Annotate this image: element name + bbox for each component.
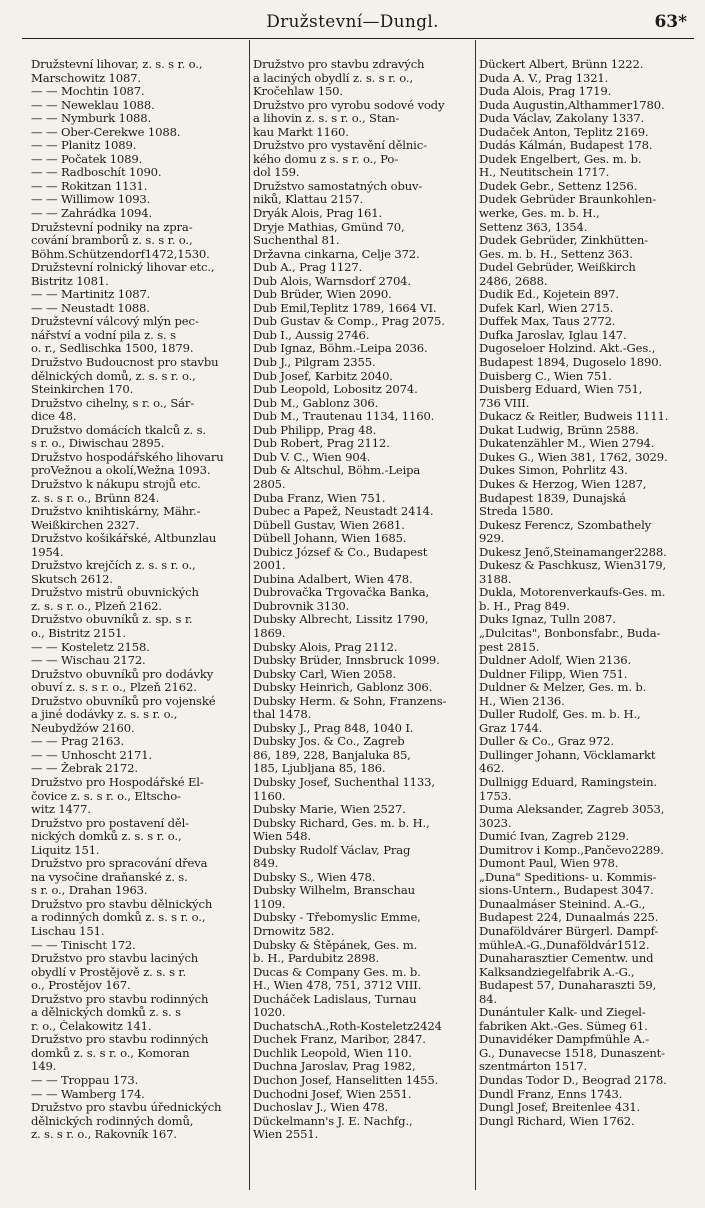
entry-line: Dub Philipp, Prag 48. bbox=[253, 423, 377, 437]
entry-line: — — Wischau 2172. bbox=[31, 654, 146, 668]
entry-line: cování bramborů z. s. s r. o., bbox=[31, 234, 193, 248]
entry-line: Družstvo pro vyrobu sodové vody bbox=[253, 98, 445, 112]
entry-line: — — Zahrádka 1094. bbox=[31, 207, 152, 221]
entry-line: Duchek Franz, Maribor, 2847. bbox=[253, 1033, 426, 1047]
entry-line: Duks Ignaz, Tulln 2087. bbox=[479, 613, 616, 627]
entry-line: sions-Untern., Budapest 3047. bbox=[479, 884, 654, 898]
entry-line: Dubicz József & Co., Budapest bbox=[253, 545, 428, 559]
entry-line: a dělnických domků z. s. s bbox=[31, 1006, 181, 1020]
entry-line: Družstvo pro stavbu dělnických bbox=[31, 897, 213, 911]
entry-line: Duba Franz, Wien 751. bbox=[253, 491, 386, 505]
entry-line: Družstvo krejčích z. s. s r. o., bbox=[31, 559, 196, 573]
column-divider-1 bbox=[249, 40, 250, 1190]
entry-line: niků, Klattau 2157. bbox=[253, 193, 364, 207]
entry-line: kau Markt 1160. bbox=[253, 125, 349, 139]
entry-line: Družstvo obuvníků z. sp. s r. bbox=[31, 613, 193, 627]
entry-line: mühleA.-G.,Dunaföldvár1512. bbox=[479, 938, 650, 952]
entry-line: Dukes G., Wien 381, 1762, 3029. bbox=[479, 450, 668, 464]
entry-line: — — Žebrak 2172. bbox=[31, 762, 138, 776]
entry-line: Böhm.Schützendorf1472,1530. bbox=[31, 247, 210, 261]
page-number: 63* bbox=[654, 12, 687, 32]
entry-line: Družstvo košikářské, Altbunzlau bbox=[31, 532, 217, 546]
entry-line: Dubsky & Štěpánek, Ges. m. bbox=[253, 938, 418, 952]
entry-line: Dub Alois, Warnsdorf 2704. bbox=[253, 274, 411, 288]
entry-line: Kročehlaw 150. bbox=[253, 85, 343, 99]
entry-line: — — Rokitzan 1131. bbox=[31, 179, 148, 193]
entry-line: 736 VIII. bbox=[479, 396, 530, 410]
entry-line: Dukla, Motorenverkaufs-Ges. m. bbox=[479, 586, 666, 600]
entry-line: z. s. s r. o., Rakovník 167. bbox=[31, 1128, 177, 1142]
entry-line: Družstevní rolnický lihovar etc., bbox=[31, 261, 215, 275]
entry-line: Dub M., Gablonz 306. bbox=[253, 396, 379, 410]
entry-line: Dryje Mathias, Gmünd 70, bbox=[253, 220, 405, 234]
entry-line: a rodinných domků z. s. s r. o., bbox=[31, 911, 206, 925]
entry-line: Duma Aleksander, Zagreb 3053, bbox=[479, 803, 665, 817]
entry-line: Dukesz Jenő,Steinamanger2288. bbox=[479, 545, 667, 559]
entry-line: — — Neweklau 1088. bbox=[31, 98, 155, 112]
entry-line: Družstvo pro spracování dřeva bbox=[31, 857, 208, 871]
entry-line: Ges. m. b. H., Settenz 363. bbox=[479, 247, 633, 261]
entry-line: Družstvo k nákupu strojů etc. bbox=[31, 477, 201, 491]
entry-line: Duchoslav J., Wien 478. bbox=[253, 1101, 389, 1115]
entry-line: Dudek Engelbert, Ges. m. b. bbox=[479, 152, 642, 166]
entry-line: Liquitz 151. bbox=[31, 843, 100, 857]
entry-line: Dunaalmáser Steinind. A.-G., bbox=[479, 897, 646, 911]
entry-line: 1753. bbox=[479, 789, 512, 803]
entry-line: Ducháček Ladislaus, Turnau bbox=[253, 992, 417, 1006]
entry-line: dělnických rodinných domů, bbox=[31, 1114, 194, 1128]
entry-line: Dub Brüder, Wien 2090. bbox=[253, 288, 392, 302]
entry-line: obydlí v Prostějově z. s. s r. bbox=[31, 965, 187, 979]
entry-line: Dub Leopold, Lobositz 2074. bbox=[253, 383, 418, 397]
entry-line: Dugoseloer Holzind. Akt.-Ges., bbox=[479, 342, 656, 356]
entry-line: H., Neutitschein 1717. bbox=[479, 166, 610, 180]
entry-line: z. s. s r. o., Brünn 824. bbox=[31, 491, 160, 505]
entry-line: Družstevní podniky na zpra- bbox=[31, 220, 193, 234]
page-header bbox=[0, 10, 705, 34]
entry-line: Družstvo pro postavení děl- bbox=[31, 816, 189, 830]
entry-line: Dückert Albert, Brünn 1222. bbox=[479, 58, 644, 71]
entry-line: — — Neustadt 1088. bbox=[31, 301, 150, 315]
entry-line: 1160. bbox=[253, 789, 286, 803]
entry-line: Dubsky Jos. & Co., Zagreb bbox=[253, 735, 405, 749]
entry-line: Ducas & Company Ges. m. b. bbox=[253, 965, 421, 979]
entry-line: — — Unhoscht 2171. bbox=[31, 748, 152, 762]
entry-line: 149. bbox=[31, 1060, 57, 1074]
entry-line: Družstvo pro stavbu rodinných bbox=[31, 992, 209, 1006]
entry-line: Dundl Franz, Enns 1743. bbox=[479, 1087, 623, 1101]
entry-line: thal 1478. bbox=[253, 708, 312, 722]
entry-line: Graz 1744. bbox=[479, 721, 543, 735]
entry-line: 84. bbox=[479, 992, 497, 1006]
entry-line: Dumont Paul, Wien 978. bbox=[479, 857, 619, 871]
entry-line: Dudik Ed., Kojetein 897. bbox=[479, 288, 619, 302]
entry-line: a jiné dodávky z. s. s r. o., bbox=[31, 708, 178, 722]
entry-line: domků z. s. s r. o., Komoran bbox=[31, 1046, 190, 1060]
entry-line: — — Martinitz 1087. bbox=[31, 288, 151, 302]
entry-line: Duller Rudolf, Ges. m. b. H., bbox=[479, 708, 641, 722]
entry-line: Dundas Todor D., Beograd 2178. bbox=[479, 1074, 667, 1088]
entry-line: Dub J., Pilgram 2355. bbox=[253, 356, 376, 370]
entry-line: Dunaharasztier Cementw. und bbox=[479, 952, 654, 966]
entry-line: Dudás Kálmán, Budapest 178. bbox=[479, 139, 653, 153]
entry-line: Dubina Adalbert, Wien 478. bbox=[253, 572, 413, 586]
entry-line: Dubsky Richard, Ges. m. b. H., bbox=[253, 816, 430, 830]
entry-line: Dubsky Marie, Wien 2527. bbox=[253, 803, 406, 817]
entry-line: 1869. bbox=[253, 626, 286, 640]
entry-line: Streda 1580. bbox=[479, 505, 554, 519]
entry-line: Dukesz Ferencz, Szombathely bbox=[479, 518, 652, 532]
entry-line: 86, 189, 228, Banjaluka 85, bbox=[253, 748, 411, 762]
entry-line: Weißkirchen 2327. bbox=[31, 518, 140, 532]
entry-line: — — Počatek 1089. bbox=[31, 152, 143, 166]
entry-line: s r. o., Drahan 1963. bbox=[31, 884, 148, 898]
entry-line: Dubrovnik 3130. bbox=[253, 599, 350, 613]
entry-line: „Dulcitas", Bonbonsfabr., Buda- bbox=[479, 626, 661, 640]
entry-line: Dückelmann's J. E. Nachfg., bbox=[253, 1114, 413, 1128]
entry-line: Dubsky J., Prag 848, 1040 I. bbox=[253, 721, 414, 735]
entry-line: — — Nymburk 1088. bbox=[31, 112, 152, 126]
entry-line: Dubsky Alois, Prag 2112. bbox=[253, 640, 398, 654]
entry-line: Dullinger Johann, Vöcklamarkt bbox=[479, 748, 656, 762]
column-divider-2 bbox=[475, 40, 476, 1190]
entry-line: 2805. bbox=[253, 477, 286, 491]
entry-line: Dudaček Anton, Teplitz 2169. bbox=[479, 125, 649, 139]
entry-line: Dubec a Papež, Neustadt 2414. bbox=[253, 505, 434, 519]
entry-line: 929. bbox=[479, 532, 505, 546]
entry-line: Dukesz & Paschkusz, Wien3179, bbox=[479, 559, 667, 573]
entry-line: Družstvo samostatných obuv- bbox=[253, 179, 423, 193]
entry-line: Dukatenzähler M., Wien 2794. bbox=[479, 437, 655, 451]
entry-line: 2001. bbox=[253, 559, 286, 573]
entry-line: Duchna Jaroslav, Prag 1982, bbox=[253, 1060, 416, 1074]
entry-line: b. H., Pardubitz 2898. bbox=[253, 952, 380, 966]
entry-line: o., Prostějov 167. bbox=[31, 979, 131, 993]
entry-line: — — Willimow 1093. bbox=[31, 193, 151, 207]
entry-line: Duisberg Eduard, Wien 751, bbox=[479, 383, 643, 397]
entry-line: Družstvo pro vystavění dělnic- bbox=[253, 139, 427, 153]
entry-line: — — Radboschít 1090. bbox=[31, 166, 162, 180]
entry-line: Duda Augustin,Althammer1780. bbox=[479, 98, 665, 112]
entry-line: Budapest 1839, Dunajská bbox=[479, 491, 626, 505]
entry-line: Družstevní válcový mlýn pec- bbox=[31, 315, 199, 329]
entry-line: Dubsky Rudolf Václav, Prag bbox=[253, 843, 411, 857]
entry-line: Dub Gustav & Comp., Prag 2075. bbox=[253, 315, 445, 329]
entry-line: Duda A. V., Prag 1321. bbox=[479, 71, 609, 85]
entry-line: Dudek Gebrüder Braunkohlen- bbox=[479, 193, 657, 207]
column-2 bbox=[253, 58, 473, 1142]
entry-line: čovice z. s. s r. o., Eltscho- bbox=[31, 789, 181, 803]
entry-line: Duller & Co., Graz 972. bbox=[479, 735, 614, 749]
entry-line: Dubrovačka Trgovačka Banka, bbox=[253, 586, 430, 600]
entry-line: Dubsky Brüder, Innsbruck 1099. bbox=[253, 654, 440, 668]
entry-line: Duldner & Melzer, Ges. m. b. bbox=[479, 681, 647, 695]
entry-line: Družstvo Budoucnost pro stavbu bbox=[31, 356, 219, 370]
entry-line: Dub Emil,Teplitz 1789, 1664 VI. bbox=[253, 301, 437, 315]
column-1 bbox=[31, 58, 247, 1142]
entry-line: s r. o., Diwischau 2895. bbox=[31, 437, 165, 451]
entry-line: Družstvo knihtiskárny, Mähr.- bbox=[31, 505, 201, 519]
entry-line: z. s. s r. o., Plzeň 2162. bbox=[31, 599, 162, 613]
entry-line: Dukes & Herzog, Wien 1287, bbox=[479, 477, 647, 491]
entry-line: — — Wamberg 174. bbox=[31, 1087, 145, 1101]
entry-line: Dufka Jaroslav, Iglau 147. bbox=[479, 328, 627, 342]
entry-line: Družstvo pro stavbu laciných bbox=[31, 952, 199, 966]
entry-line: Budapest 1894, Dugoselo 1890. bbox=[479, 356, 662, 370]
entry-line: Družstevní lihovar, z. s. s r. o., bbox=[31, 58, 203, 71]
entry-line: b. H., Prag 849. bbox=[479, 599, 570, 613]
entry-line: dol 159. bbox=[253, 166, 300, 180]
entry-line: Dub I., Aussig 2746. bbox=[253, 328, 370, 342]
entry-line: nářství a vodní pila z. s. s bbox=[31, 328, 176, 342]
entry-line: H., Wien 2136. bbox=[479, 694, 565, 708]
entry-line: 2486, 2688. bbox=[479, 274, 548, 288]
entry-line: Skutsch 2612. bbox=[31, 572, 113, 586]
entry-line: 1109. bbox=[253, 897, 286, 911]
entry-line: Dubsky S., Wien 478. bbox=[253, 870, 376, 884]
entry-line: Dubsky Josef, Suchenthal 1133, bbox=[253, 775, 435, 789]
entry-line: Suchenthal 81. bbox=[253, 234, 340, 248]
entry-line: Dubsky Carl, Wien 2058. bbox=[253, 667, 396, 681]
entry-line: r. o., Čelakowitz 141. bbox=[31, 1019, 152, 1033]
entry-line: Dullnigg Eduard, Ramingstein. bbox=[479, 775, 657, 789]
header-rule bbox=[22, 38, 694, 39]
entry-line: Bistritz 1081. bbox=[31, 274, 109, 288]
entry-line: Budapest 224, Dunaalmás 225. bbox=[479, 911, 659, 925]
entry-line: — — Troppau 173. bbox=[31, 1074, 139, 1088]
entry-line: — — Tinischt 172. bbox=[31, 938, 136, 952]
entry-line: Lischau 151. bbox=[31, 925, 105, 938]
entry-line: dělnických domů, z. s. s r. o., bbox=[31, 369, 196, 383]
entry-line: Dubsky Wilhelm, Branschau bbox=[253, 884, 415, 898]
entry-line: szentmárton 1517. bbox=[479, 1060, 587, 1074]
entry-line: Duda Alois, Prag 1719. bbox=[479, 85, 612, 99]
entry-line: Dubsky Albrecht, Lissitz 1790, bbox=[253, 613, 429, 627]
entry-line: Dub V. C., Wien 904. bbox=[253, 450, 371, 464]
entry-line: Wien 548. bbox=[253, 830, 311, 844]
entry-line: Dukacz & Reitler, Budweis 1111. bbox=[479, 410, 669, 424]
entry-line: Dub Josef, Karbitz 2040. bbox=[253, 369, 393, 383]
entry-line: Settenz 363, 1354. bbox=[479, 220, 588, 234]
entry-line: „Duna" Speditions- u. Kommis- bbox=[479, 870, 657, 884]
entry-line: Dudek Gebr., Settenz 1256. bbox=[479, 179, 638, 193]
entry-line: H., Wien 478, 751, 3712 VIII. bbox=[253, 979, 422, 993]
entry-line: 1020. bbox=[253, 1006, 286, 1020]
entry-line: Budapest 57, Dunaharaszti 59, bbox=[479, 979, 657, 993]
entry-line: Družstvo pro stavbu zdravých bbox=[253, 58, 425, 71]
entry-line: fabriken Akt.-Ges. Sümeg 61. bbox=[479, 1019, 648, 1033]
entry-line: Duchlik Leopold, Wien 110. bbox=[253, 1046, 412, 1060]
entry-line: Dungl Richard, Wien 1762. bbox=[479, 1114, 635, 1128]
entry-line: Družstvo obuvníků pro dodávky bbox=[31, 667, 214, 681]
page-title: Družstevní—Dungl. bbox=[266, 12, 439, 32]
entry-line: Družstvo cihelny, s r. o., Sár- bbox=[31, 396, 195, 410]
entry-line: Dub M., Trautenau 1134, 1160. bbox=[253, 410, 435, 424]
entry-line: Dunaföldvárer Bürgerl. Dampf- bbox=[479, 925, 659, 938]
column-3 bbox=[479, 58, 697, 1128]
entry-line: Marschowitz 1087. bbox=[31, 71, 141, 85]
entry-line: Steinkirchen 170. bbox=[31, 383, 134, 397]
entry-line: Duchon Josef, Hanselitten 1455. bbox=[253, 1074, 439, 1088]
entry-line: pest 2815. bbox=[479, 640, 540, 654]
entry-line: Wien 2551. bbox=[253, 1128, 319, 1142]
entry-line: Neubydžów 2160. bbox=[31, 721, 135, 735]
entry-line: Dunántuler Kalk- und Ziegel- bbox=[479, 1006, 646, 1020]
entry-line: Družstvo pro Hospodářské El- bbox=[31, 775, 204, 789]
entry-line: Duffek Max, Taus 2772. bbox=[479, 315, 616, 329]
entry-line: Družstvo mistrů obuvnických bbox=[31, 586, 199, 600]
entry-line: Dukat Ludwig, Brünn 2588. bbox=[479, 423, 639, 437]
entry-line: 1954. bbox=[31, 545, 64, 559]
entry-line: Dub A., Prag 1127. bbox=[253, 261, 363, 275]
entry-line: Dufek Karl, Wien 2715. bbox=[479, 301, 614, 315]
entry-line: Dryák Alois, Prag 161. bbox=[253, 207, 382, 221]
entry-line: Družstvo hospodářského lihovaru bbox=[31, 450, 224, 464]
entry-line: Duldner Filipp, Wien 751. bbox=[479, 667, 628, 681]
entry-line: o., Bistritz 2151. bbox=[31, 626, 126, 640]
entry-line: Družstvo pro stavbu rodinných bbox=[31, 1033, 209, 1047]
entry-line: na vysočine draňanské z. s. bbox=[31, 870, 188, 884]
entry-line: Dudel Gebrüder, Weißkirch bbox=[479, 261, 636, 275]
entry-line: Duda Václav, Zakolany 1337. bbox=[479, 112, 645, 126]
entry-line: a lihovin z. s. s r. o., Stan- bbox=[253, 112, 400, 126]
entry-line: 3188. bbox=[479, 572, 512, 586]
entry-line: Duisberg C., Wien 751. bbox=[479, 369, 612, 383]
entry-line: dice 48. bbox=[31, 410, 77, 424]
entry-line: Dudek Gebrüder, Zinkhütten- bbox=[479, 234, 648, 248]
entry-line: Dubsky Herm. & Sohn, Franzens- bbox=[253, 694, 447, 708]
entry-line: 849. bbox=[253, 857, 279, 871]
entry-line: G., Dunavecse 1518, Dunaszent- bbox=[479, 1046, 665, 1060]
entry-line: Dungl Josef, Breitenlee 431. bbox=[479, 1101, 641, 1115]
entry-line: Duldner Adolf, Wien 2136. bbox=[479, 654, 632, 668]
entry-line: Dub & Altschul, Böhm.-Leipa bbox=[253, 464, 421, 478]
entry-line: 462. bbox=[479, 762, 505, 776]
entry-line: — — Mochtin 1087. bbox=[31, 85, 145, 99]
entry-line: Družstvo pro stavbu úřednických bbox=[31, 1101, 222, 1115]
entry-line: Dumitrov i Komp.,Pančevo2289. bbox=[479, 843, 664, 857]
entry-line: proVežnou a okolí,Wežna 1093. bbox=[31, 464, 211, 478]
entry-line: Drnowitz 582. bbox=[253, 925, 335, 938]
entry-line: Državna cinkarna, Celje 372. bbox=[253, 247, 420, 261]
entry-line: — — Planitz 1089. bbox=[31, 139, 137, 153]
entry-line: — — Prag 2163. bbox=[31, 735, 125, 749]
entry-line: 185, Ljubljana 85, 186. bbox=[253, 762, 386, 776]
entry-line: nických domků z. s. s r. o., bbox=[31, 830, 182, 844]
entry-line: Duchodni Josef, Wien 2551. bbox=[253, 1087, 412, 1101]
entry-line: Družstvo obuvníků pro vojenské bbox=[31, 694, 216, 708]
entry-line: Dübell Gustav, Wien 2681. bbox=[253, 518, 405, 532]
entry-line: 3023. bbox=[479, 816, 512, 830]
entry-line: Dubsky - Třebomyslic Emme, bbox=[253, 911, 421, 925]
entry-line: Dukes Simon, Pohrlitz 43. bbox=[479, 464, 628, 478]
entry-line: Dübell Johann, Wien 1685. bbox=[253, 532, 407, 546]
entry-line: witz 1477. bbox=[31, 803, 91, 817]
entry-line: Dunavidéker Dampfmühle A.- bbox=[479, 1033, 649, 1047]
entry-line: Dub Robert, Prag 2112. bbox=[253, 437, 390, 451]
entry-line: kého domu z s. s r. o., Po- bbox=[253, 152, 398, 166]
entry-line: obuví z. s. s r. o., Plzeň 2162. bbox=[31, 681, 197, 695]
entry-line: Družstvo domácích tkalců z. s. bbox=[31, 423, 206, 437]
entry-line: Dubsky Heinrich, Gablonz 306. bbox=[253, 681, 433, 695]
entry-line: o. r., Sedlischka 1500, 1879. bbox=[31, 342, 194, 356]
entry-line: Dumić Ivan, Zagreb 2129. bbox=[479, 830, 630, 844]
entry-line: — — Ober-Cerekwe 1088. bbox=[31, 125, 181, 139]
entry-line: Kalksandziegelfabrik A.-G., bbox=[479, 965, 635, 979]
entry-line: DuchatschA.,Roth-Kosteletz2424 bbox=[253, 1019, 442, 1033]
entry-line: a laciných obydlí z. s. s r. o., bbox=[253, 71, 413, 85]
entry-line: — — Kosteletz 2158. bbox=[31, 640, 150, 654]
entry-line: werke, Ges. m. b. H., bbox=[479, 207, 600, 221]
entry-line: Dub Ignaz, Böhm.-Leipa 2036. bbox=[253, 342, 428, 356]
